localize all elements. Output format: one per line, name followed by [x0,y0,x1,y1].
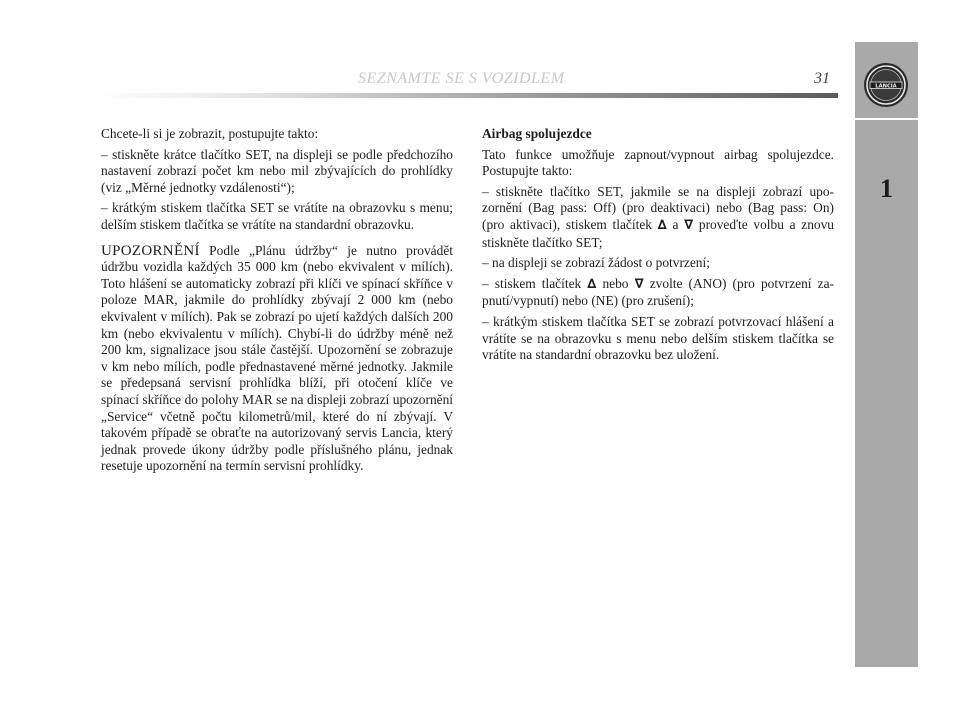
left-intro: Chcete-li si je zobrazit, postupujte takto: [101,126,319,141]
section-heading: Airbag spolujezdce [482,126,592,141]
right-intro: Tato funkce umožňuje zapnout/vypnout airbag spolujezdce. Postupujte takto: [482,146,834,179]
down-arrow-icon: ∇ [634,276,644,292]
right-step-2: – na displeji se zobrazí žádost o potvrzení; [482,255,710,271]
logo-wordmark: LANCIA [875,83,897,90]
side-tab-separator [855,118,918,120]
down-arrow-icon: ∇ [684,217,694,233]
right-step-4: – krátkým stiskem tlačítka SET se zobrazí potvrzovací hlášení a vrátíte se na obrazovku s menu nebo delším stiskem tlačítka se vrátíte na standardní obrazovku bez uložení. [482,313,834,363]
left-column [101,126,453,479]
warning-paragraph [101,243,453,475]
left-step-1: – stiskněte krátce tlačítko SET, na displeji se podle předchozího nastavení zobrazí počet km nebo mil zbývajících do prohlídky (viz „Měrné jednotky vzdálenosti“); [101,146,453,195]
left-step-2: – krátkým stiskem tlačítka SET se vrátíte na obrazovku s menu; delším stiskem tlačítka se vrátíte na standardní obrazovku. [101,200,453,232]
right-step-1: – stiskněte tlačítko SET, jakmile se na displeji zobrazí upozornění (Bag pass: Off) (pro deaktivaci) nebo (Bag pass: On) (pro aktivaci), stiskem tlačítek ∆ a ∇ proveďte volbu a znovu stiskněte tlačítko SET; [482,183,834,250]
chapter-number: 1 [880,174,893,203]
right-column [482,126,834,368]
chapter-side-tab [855,42,918,667]
up-arrow-icon: ∆ [587,276,597,292]
warning-label: UPOZORNĚNÍ [101,242,200,259]
up-arrow-icon: ∆ [657,217,667,233]
right-step-3: – stiskem tlačítek ∆ nebo ∇ zvolte (ANO) (pro potvrzení zapnutí/vypnutí) nebo (NE) (pro zrušení); [482,275,834,309]
header-title: SEZNAMTE SE S VOZIDLEM [358,70,565,87]
warning-text: Podle „Plánu údržby“ je nutno provádět údržbu vozidla každých 35 000 km (nebo ekvivalent v mílích). Toto hlášení se automaticky zobrazí při klíči ve spínací skříňce v poloze MAR, jakmile do prohlídky zbývají 2 000 km (nebo ekvivalent v mílích). Pak se zobrazí po ujetí každých dalších 200 km (nebo ekvivalentu v mílích). Chybí-li do údržby méně než 200 km, signalizace jsou stále častější. Upozornění se zobrazuje v km nebo mílích, podle přednastavené měrné jednotky. Jakmile se předepsaná servisní prohlídka blíží, při otočení klíče ve spínací skříňce do polohy MAR se na displeji zobrazí upozornění „Service“ včetně počtu kilometrů/mil, které do ní zbývají. V takovém případě se obraťte na autorizovaný servis Lancia, který jednak provede úkony údržby podle příslušného plánu, jednak resetuje upozornění na termín servisní prohlídky. [101,242,453,474]
header-rule [100,93,838,98]
page-number: 31 [814,70,830,87]
lancia-logo-icon [863,62,909,108]
